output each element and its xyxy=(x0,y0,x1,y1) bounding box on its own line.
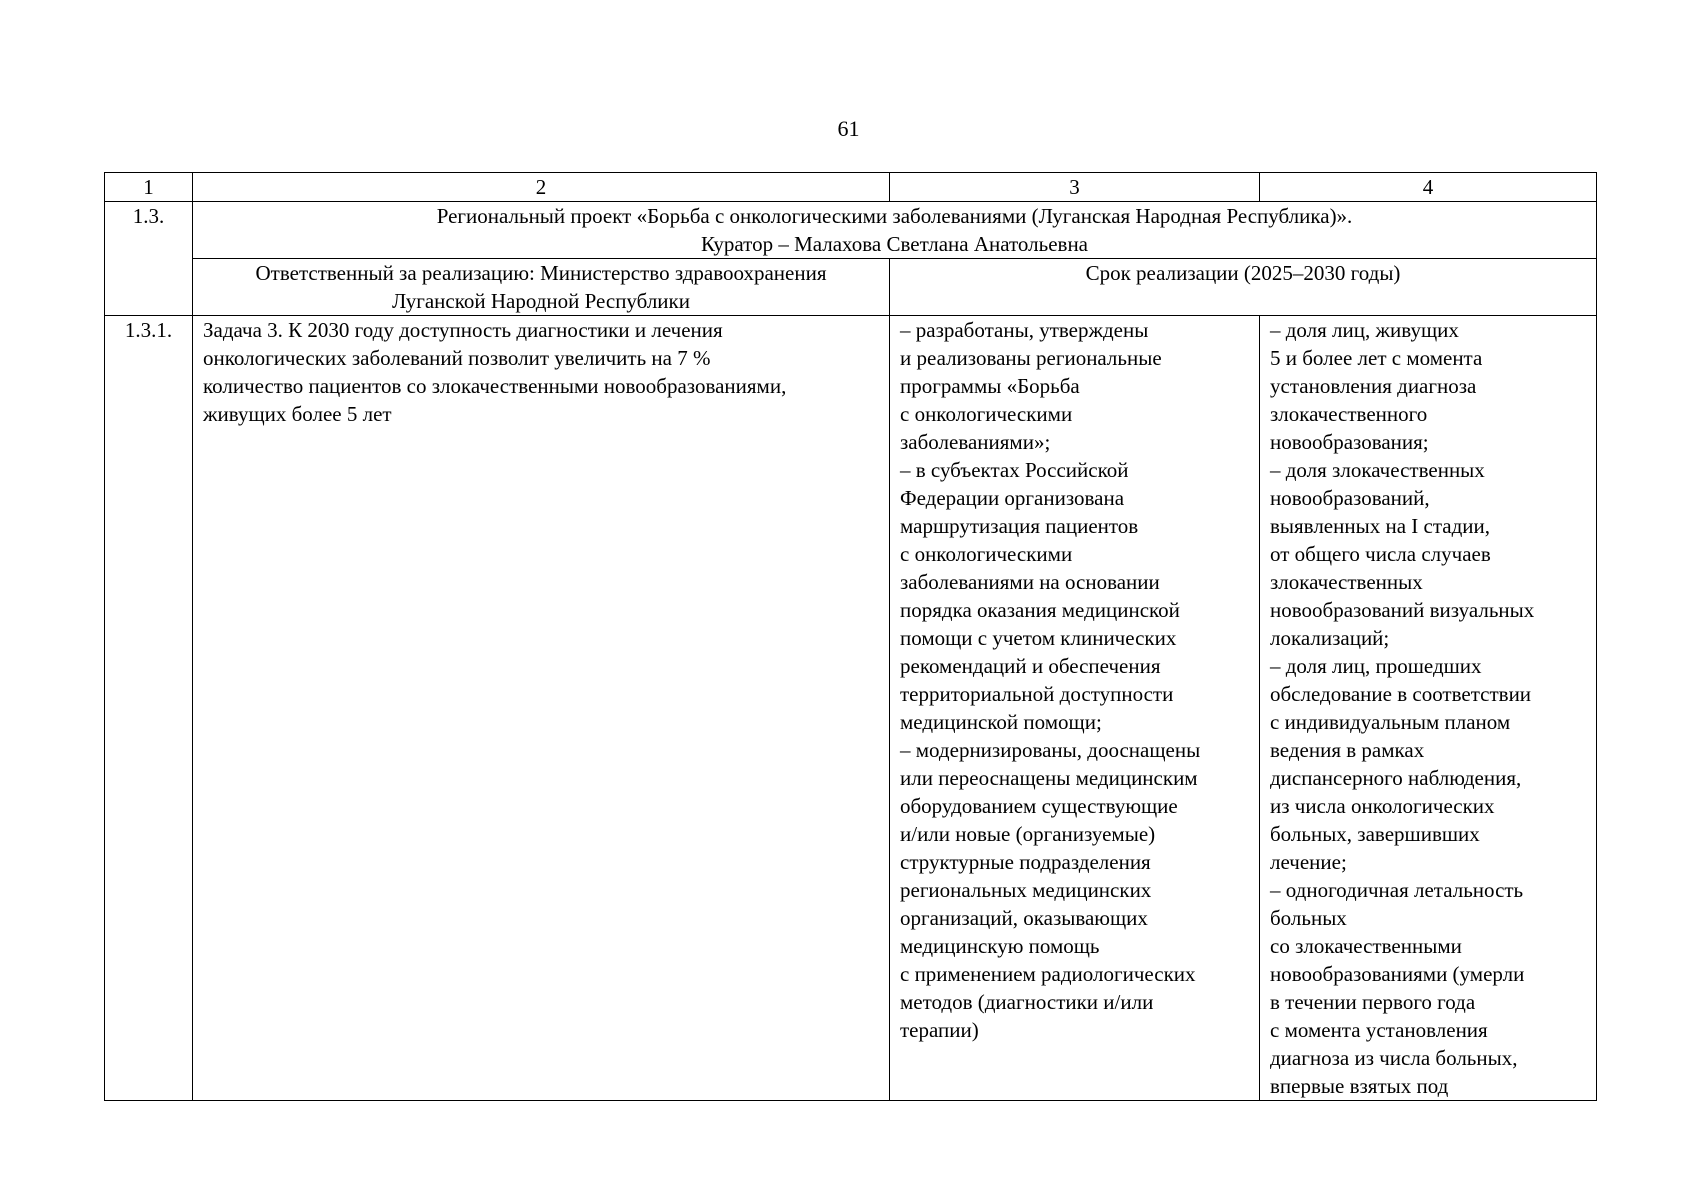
column-number-2: 2 xyxy=(193,173,890,202)
task-indicators-line: с момента установления xyxy=(1270,1018,1488,1042)
task-results-line: региональных медицинских xyxy=(900,878,1152,902)
task-number: 1.3.1. xyxy=(105,316,193,1101)
task-results-line: заболеваниями»; xyxy=(900,430,1051,454)
task-indicators-line: новообразованиями (умерли xyxy=(1270,962,1525,986)
task-indicators-line: злокачественных xyxy=(1270,570,1423,594)
page-number: 61 xyxy=(837,116,860,141)
task-indicators-line: новообразований, xyxy=(1270,486,1430,510)
task-results-line: территориальной доступности xyxy=(900,682,1174,706)
task-results-line: организаций, оказывающих xyxy=(900,906,1148,930)
task-results-line: медицинской помощи; xyxy=(900,710,1102,734)
task-results-line: с онкологическими xyxy=(900,402,1073,426)
task-results-line: заболеваниями на основании xyxy=(900,570,1160,594)
task-row xyxy=(105,316,1597,1101)
task-indicators-line: в течении первого года xyxy=(1270,990,1476,1014)
task-results-line: с онкологическими xyxy=(900,542,1073,566)
task-description-line: Задача 3. К 2030 году доступность диагностики и лечения xyxy=(203,318,723,342)
task-indicators-line: – доля лиц, прошедших xyxy=(1270,654,1482,678)
task-results-line: и/или новые (организуемые) xyxy=(900,822,1156,846)
task-results-line: оборудованием существующие xyxy=(900,794,1178,818)
task-results-line: и реализованы региональные xyxy=(900,346,1162,370)
task-indicators-line: – одногодичная летальность xyxy=(1270,878,1524,902)
section-title-row xyxy=(105,202,1597,259)
responsible-line-2: Луганской Народной Республики xyxy=(392,289,690,313)
task-results-line: – модернизированы, дооснащены xyxy=(900,738,1201,762)
task-indicators-line: из числа онкологических xyxy=(1270,794,1495,818)
task-results-line: маршрутизация пациентов xyxy=(900,514,1139,538)
task-results-line: Федерации организована xyxy=(900,486,1125,510)
task-indicators-line: диагноза из числа больных, xyxy=(1270,1046,1518,1070)
task-indicators-line: со злокачественными xyxy=(1270,934,1462,958)
section-title xyxy=(193,202,1597,259)
task-indicators xyxy=(1260,316,1597,1101)
task-indicators-line: больных, завершивших xyxy=(1270,822,1480,846)
task-results xyxy=(890,316,1260,1101)
task-indicators-line: установления диагноза xyxy=(1270,374,1477,398)
responsible-cell xyxy=(193,259,890,316)
task-results-line: рекомендаций и обеспечения xyxy=(900,654,1161,678)
task-indicators-line: локализаций; xyxy=(1270,626,1390,650)
task-description-line: онкологических заболеваний позволит увеличить на 7 % xyxy=(203,346,711,370)
task-indicators-line: новообразований визуальных xyxy=(1270,598,1535,622)
program-table xyxy=(104,172,1597,1101)
section-responsible-row xyxy=(105,259,1597,316)
task-indicators-line: 5 и более лет с момента xyxy=(1270,346,1483,370)
term-cell: Срок реализации (2025–2030 годы) xyxy=(890,259,1597,316)
column-number-3: 3 xyxy=(890,173,1260,202)
task-indicators-line: злокачественного xyxy=(1270,402,1428,426)
task-results-line: структурные подразделения xyxy=(900,850,1151,874)
task-indicators-line: выявленных на I стадии, xyxy=(1270,514,1490,538)
column-number-row xyxy=(105,173,1597,202)
task-indicators-line: новообразования; xyxy=(1270,430,1429,454)
task-indicators-line: – доля злокачественных xyxy=(1270,458,1485,482)
task-results-line: порядка оказания медицинской xyxy=(900,598,1180,622)
column-number-1: 1 xyxy=(105,173,193,202)
responsible-line-1: Ответственный за реализацию: Министерство здравоохранения xyxy=(255,261,827,285)
task-indicators-line: впервые взятых под xyxy=(1270,1074,1449,1098)
task-description xyxy=(193,316,890,1101)
section-curator-line: Куратор – Малахова Светлана Анатольевна xyxy=(700,232,1089,256)
section-number: 1.3. xyxy=(105,202,193,316)
task-indicators-line: ведения в рамках xyxy=(1270,738,1425,762)
task-results-line: помощи с учетом клинических xyxy=(900,626,1177,650)
task-description-line: количество пациентов со злокачественными новообразованиями, xyxy=(203,374,787,398)
task-indicators-line: обследование в соответствии xyxy=(1270,682,1532,706)
task-results-line: с применением радиологических xyxy=(900,962,1196,986)
task-indicators-line: лечение; xyxy=(1270,850,1347,874)
task-indicators-line: диспансерного наблюдения, xyxy=(1270,766,1522,790)
section-title-line-1: Региональный проект «Борьба с онкологическими заболеваниями (Луганская Народная Республика)». xyxy=(436,204,1353,228)
task-results-line: терапии) xyxy=(900,1018,979,1042)
task-results-line: программы «Борьба xyxy=(900,374,1080,398)
task-results-line: – разработаны, утверждены xyxy=(900,318,1149,342)
task-description-line: живущих более 5 лет xyxy=(203,402,392,426)
task-results-line: медицинскую помощь xyxy=(900,934,1100,958)
task-results-line: – в субъектах Российской xyxy=(900,458,1129,482)
task-indicators-line: от общего числа случаев xyxy=(1270,542,1491,566)
task-results-line: или переоснащены медицинским xyxy=(900,766,1198,790)
task-indicators-line: – доля лиц, живущих xyxy=(1270,318,1459,342)
column-number-4: 4 xyxy=(1260,173,1597,202)
task-results-line: методов (диагностики и/или xyxy=(900,990,1154,1014)
task-indicators-line: с индивидуальным планом xyxy=(1270,710,1511,734)
task-indicators-line: больных xyxy=(1270,906,1347,930)
